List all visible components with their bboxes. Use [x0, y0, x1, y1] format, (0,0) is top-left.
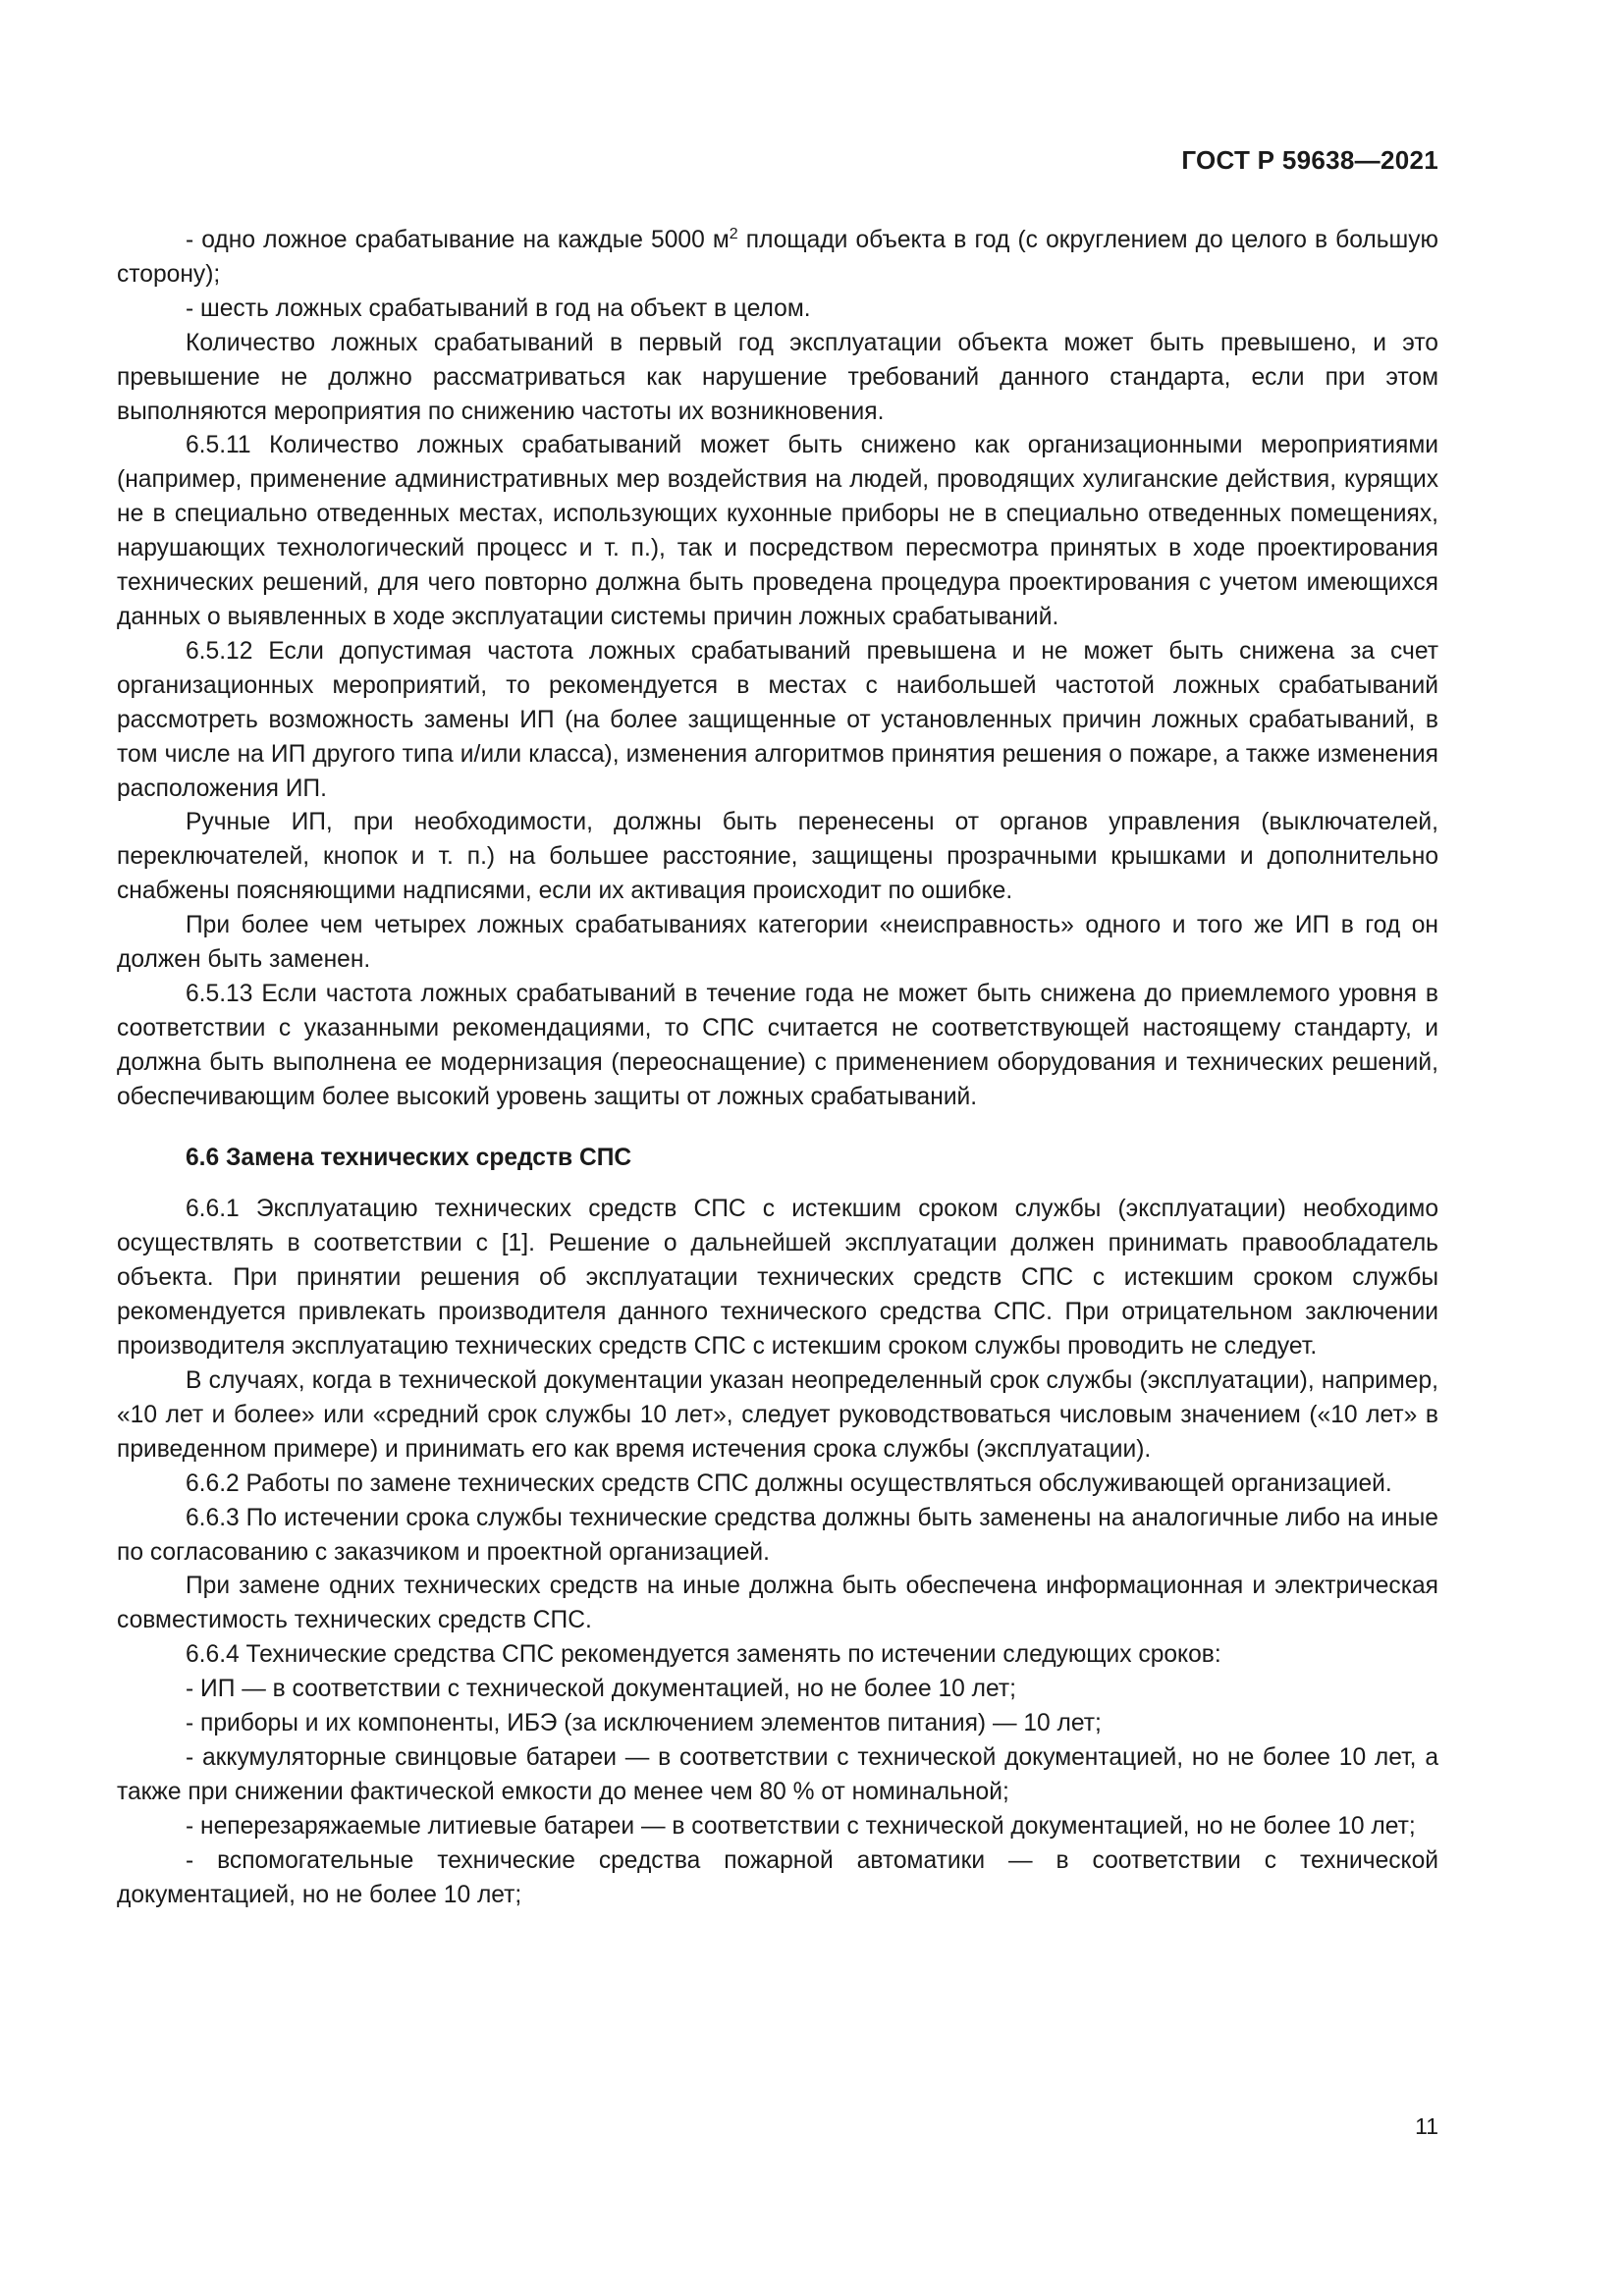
paragraph: При более чем четырех ложных срабатываниях категории «неисправность» одного и того же ИП в год он должен быть заменен.: [117, 912, 1438, 974]
paragraph: В случаях, когда в технической документации указан неопределенный срок службы (эксплуатации), например, «10 лет и более» или «средний срок службы 10 лет», следует руководствоваться числовым значением («10 лет» в приведенном примере) и принимать его как время истечения срока службы (эксплуатации).: [117, 1367, 1438, 1463]
paragraph: При замене одних технических средств на иные должна быть обеспечена информационная и электрическая совместимость технических средств СПС.: [117, 1573, 1438, 1634]
list-item: - неперезаряжаемые литиевые батареи — в соответствии с технической документацией, но не более 10 лет;: [186, 1812, 1416, 1840]
paragraph: Количество ложных срабатываний в первый год эксплуатации объекта может быть превышено, и это превышение не должно рассматриваться как нарушение требований данного стандарта, если при этом выполняются мероприятия по снижению частоты их возникновения.: [117, 329, 1438, 425]
paragraph: 6.6.3 По истечении срока службы технические средства должны быть заменены на аналогичные либо на иные по согласованию с заказчиком и проектной организацией.: [117, 1504, 1438, 1566]
paragraph: 6.6.4 Технические средства СПС рекомендуется заменять по истечении следующих сроков:: [186, 1641, 1221, 1669]
list-item: - приборы и их компоненты, ИБЭ (за исключением элементов питания) — 10 лет;: [186, 1710, 1102, 1737]
text-segment: - одно ложное срабатывание на каждые 5000 м: [186, 227, 730, 253]
paragraph: Ручные ИП, при необходимости, должны быть перенесены от органов управления (выключателей, переключателей, кнопок и т. п.) на большее расстояние, защищены прозрачными крышками и дополнительно снабжены поясняющими надписями, если их активация происходит по ошибке.: [117, 809, 1438, 905]
superscript: 2: [729, 226, 738, 242]
document-code: ГОСТ Р 59638—2021: [1181, 145, 1438, 175]
paragraph: 6.5.11 Количество ложных срабатываний может быть снижено как организационными мероприятиями (например, применение административных мер воздействия на людей, проводящих хулиганские действия, курящих не в специально отведенных местах, использующих кухонные приборы не в специально отведенных помещениях, нарушающих технологический процесс и т. п.), так и посредством пересмотра принятых в ходе проектирования технических решений, для чего повторно должна быть проведена процедура проектирования с учетом имеющихся данных о выявленных в ходе эксплуатации системы причин ложных срабатываний.: [117, 432, 1438, 630]
page-number: 11: [1415, 2113, 1438, 2139]
text-segment: площади объекта в год (с округлением до целого в большую сторону);: [117, 227, 1438, 288]
list-item: - ИП — в соответствии с технической документацией, но не более 10 лет;: [186, 1676, 1016, 1703]
list-item: - вспомогательные технические средства пожарной автоматики — в соответствии с технической документацией, но не более 10 лет;: [117, 1846, 1438, 1908]
section-heading: 6.6 Замена технических средств СПС: [186, 1144, 632, 1171]
paragraph: 6.5.12 Если допустимая частота ложных срабатываний превышена и не может быть снижена за счет организационных мероприятий, то рекомендуется в местах с наибольшей частотой ложных срабатываний рассмотреть возможность замены ИП (на более защищенные от установленных причин ложных срабатываний, в том числе на ИП другого типа и/или класса), изменения алгоритмов принятия решения о пожаре, а также изменения расположения ИП.: [117, 637, 1438, 802]
paragraph: 6.6.2 Работы по замене технических средств СПС должны осуществляться обслуживающей организацией.: [186, 1469, 1392, 1497]
document-body: [117, 224, 1438, 1913]
list-item: - аккумуляторные свинцовые батареи — в соответствии с технической документацией, но не более 10 лет, а также при снижении фактической емкости до менее чем 80 % от номинальной;: [117, 1743, 1438, 1805]
paragraph: 6.6.1 Эксплуатацию технических средств СПС с истекшим сроком службы (эксплуатации) необходимо осуществлять в соответствии с [1]. Решение о дальнейшей эксплуатации должен принимать правообладатель объекта. При принятии решения об эксплуатации технических средств СПС с истекшим сроком службы рекомендуется привлекать производителя данного технического средства СПС. При отрицательном заключении производителя эксплуатацию технических средств СПС с истекшим сроком службы проводить не следует.: [117, 1196, 1438, 1361]
list-item: [117, 224, 1438, 293]
paragraph: 6.5.13 Если частота ложных срабатываний в течение года не может быть снижена до приемлемого уровня в соответствии с указанными рекомендациями, то СПС считается не соответствующей настоящему стандарту, и должна быть выполнена ее модернизация (переоснащение) с применением оборудования и технических решений, обеспечивающим более высокий уровень защиты от ложных срабатываний.: [117, 980, 1438, 1110]
list-item: - шесть ложных срабатываний в год на объект в целом.: [186, 294, 811, 322]
